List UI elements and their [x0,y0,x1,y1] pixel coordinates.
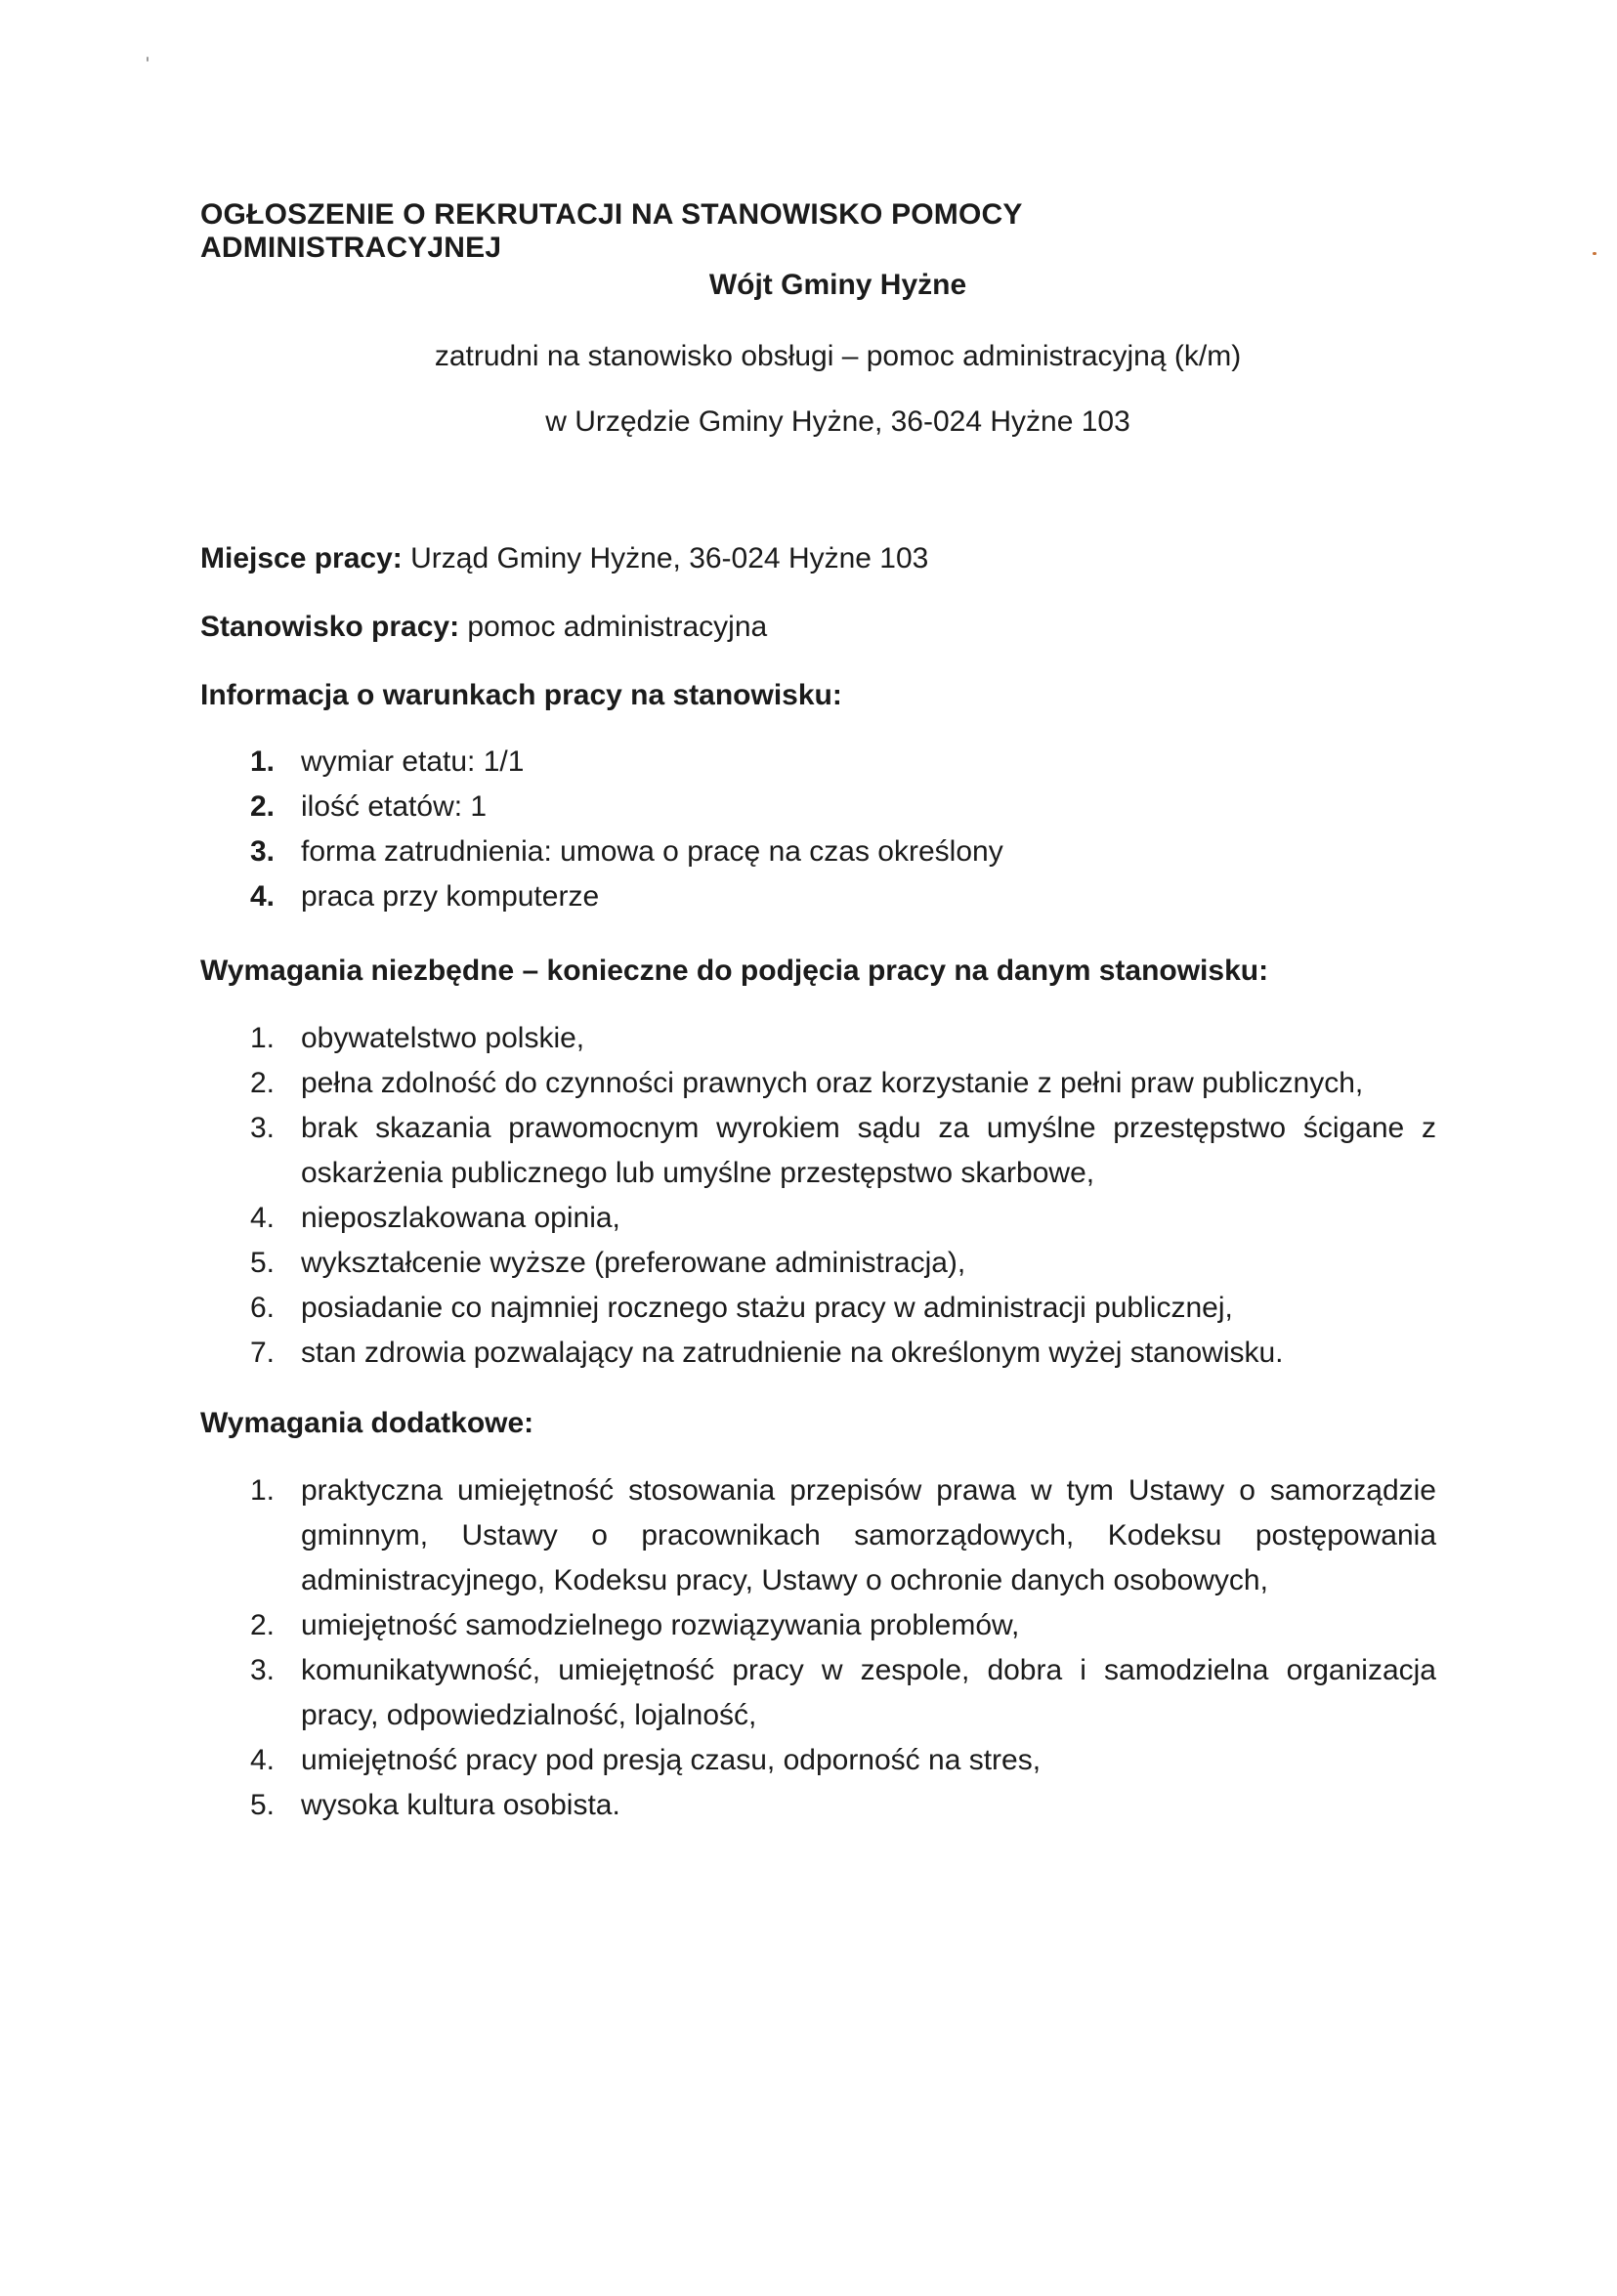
list-text: brak skazania prawomocnym wyrokiem sądu za umyślne przestępstwo ścigane z oskarżenia publicznego lub umyślne przestępstwo skarbowe, [301,1112,1436,1189]
list-number: 1. [250,1022,276,1054]
list-item [244,1783,1436,1828]
place-of-work [200,542,928,575]
list-number: 4. [250,880,276,913]
list-number: 7. [250,1337,276,1369]
intro-line-1: zatrudni na stanowisko obsługi – pomoc administracyjną (k/m) [434,340,1242,372]
list-number: 1. [250,745,276,778]
list-item [244,1241,1436,1286]
employer-heading: Wójt Gminy Hyżne [708,269,967,301]
list-item [244,1648,1436,1738]
list-number: 2. [250,1067,276,1099]
list-text: wymiar etatu: 1/1 [301,745,525,778]
list-text: forma zatrudnienia: umowa o pracę na czas określony [301,835,1003,868]
list-number: 3. [250,1112,276,1144]
list-item [244,1196,1436,1241]
list-number: 2. [250,1609,276,1641]
job-position-value: pomoc administracyjna [459,611,768,643]
list-item [244,1016,1436,1061]
conditions-heading: Informacja o warunkach pracy na stanowisku: [200,679,842,711]
additional-list [244,1468,1436,1828]
list-text: wykształcenie wyższe (preferowane administracja), [301,1247,966,1279]
scan-speck [147,57,149,62]
list-item [244,1061,1436,1106]
list-text: obywatelstwo polskie, [301,1022,585,1054]
document-title: OGŁOSZENIE O REKRUTACJI NA STANOWISKO POMOCY ADMINISTRACYJNEJ [200,198,1023,264]
list-item [244,1738,1436,1783]
list-number: 5. [250,1789,276,1821]
additional-heading: Wymagania dodatkowe: [200,1407,534,1439]
place-of-work-label: Miejsce pracy: [200,542,403,574]
list-item [244,1468,1436,1603]
required-heading: Wymagania niezbędne – konieczne do podjęcia pracy na danym stanowisku: [200,955,1269,987]
list-item [244,1331,1436,1376]
list-number: 2. [250,790,276,823]
list-item [244,1286,1436,1331]
list-text: praca przy komputerze [301,880,600,913]
list-number: 3. [250,835,276,868]
intro-line-2: w Urzędzie Gminy Hyżne, 36-024 Hyżne 103 [545,405,1130,438]
place-of-work-value: Urząd Gminy Hyżne, 36-024 Hyżne 103 [402,542,929,574]
list-item [244,785,1436,829]
list-text: posiadanie co najmniej rocznego stażu pracy w administracji publicznej, [301,1292,1233,1324]
required-list [244,1016,1436,1376]
list-number: 4. [250,1744,276,1776]
list-text: komunikatywność, umiejętność pracy w zespole, dobra i samodzielna organizacja pracy, odpowiedzialność, lojalność, [301,1654,1436,1731]
list-number: 4. [250,1202,276,1234]
list-item [244,1106,1436,1196]
list-item [244,1603,1436,1648]
conditions-list [244,740,1436,919]
list-text: umiejętność pracy pod presją czasu, odporność na stres, [301,1744,1042,1776]
list-text: umiejętność samodzielnego rozwiązywania problemów, [301,1609,1020,1641]
job-position [200,611,767,644]
job-position-label: Stanowisko pracy: [200,611,460,643]
list-number: 5. [250,1247,276,1279]
scan-speck [1593,252,1596,255]
list-text: stan zdrowia pozwalający na zatrudnienie na określonym wyżej stanowisku. [301,1337,1284,1369]
list-item [244,874,1436,919]
list-text: praktyczna umiejętność stosowania przepisów prawa w tym Ustawy o samorządzie gminnym, Ustawy o pracownikach samorządowych, Kodeksu postępowania administracyjnego, Kodeksu pracy, Ustawy o ochronie danych osobowych, [301,1474,1436,1596]
list-text: wysoka kultura osobista. [301,1789,620,1821]
list-number: 3. [250,1654,276,1686]
list-text: pełna zdolność do czynności prawnych oraz korzystanie z pełni praw publicznych, [301,1067,1364,1099]
list-item [244,740,1436,785]
list-number: 6. [250,1292,276,1324]
list-text: ilość etatów: 1 [301,790,488,823]
list-number: 1. [250,1474,276,1507]
list-text: nieposzlakowana opinia, [301,1202,620,1234]
list-item [244,829,1436,874]
